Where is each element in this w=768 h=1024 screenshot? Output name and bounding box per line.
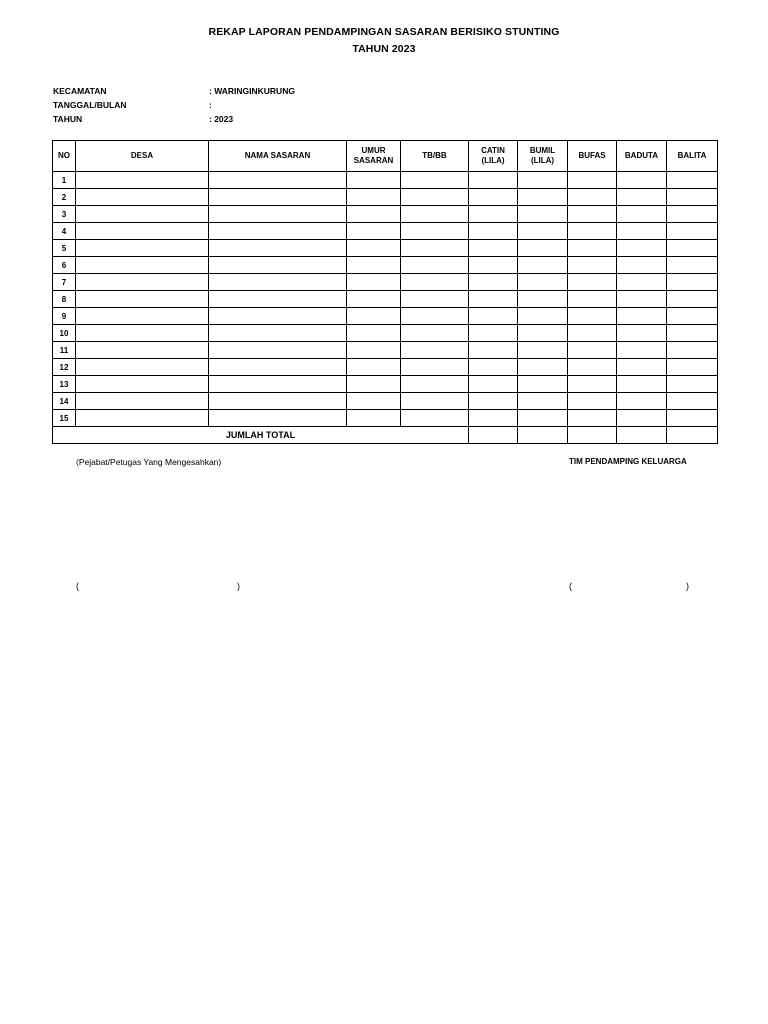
table-cell [76,223,209,240]
table-cell [617,172,667,189]
column-header [518,141,568,172]
column-header-text: CATIN [481,146,505,155]
table-cell [518,223,568,240]
row-number-cell: 10 [53,325,76,342]
table-cell [568,308,617,325]
table-cell [518,189,568,206]
table-cell [667,308,718,325]
table-cell [401,257,469,274]
table-cell [568,359,617,376]
column-header-text: SASARAN [353,156,394,165]
table-cell [617,308,667,325]
total-cell [518,427,568,444]
row-number-cell: 3 [53,206,76,223]
table-cell [347,308,401,325]
table-cell [401,376,469,393]
table-cell [401,223,469,240]
table-row [53,342,718,359]
meta-label: TANGGAL/BULAN [53,100,127,110]
table-cell [347,359,401,376]
table-cell [667,206,718,223]
meta-label: KECAMATAN [53,86,107,96]
table-cell [76,172,209,189]
table-cell [568,410,617,427]
table-cell [667,410,718,427]
table-cell [209,257,347,274]
row-number-cell: 4 [53,223,76,240]
table-cell [347,291,401,308]
total-cell [667,427,718,444]
table-cell [568,172,617,189]
column-header [617,141,667,172]
meta-value: : [209,100,212,110]
column-header-text: BUMIL [529,146,556,155]
left-signature-open-paren: ( [76,581,79,591]
table-cell [347,274,401,291]
table-cell [76,359,209,376]
table-cell [469,206,518,223]
column-header-text: TB/BB [422,151,447,160]
table-cell [568,325,617,342]
table-row [53,291,718,308]
table-cell [209,189,347,206]
table-cell [76,410,209,427]
row-number-cell: 1 [53,172,76,189]
table-row [53,189,718,206]
table-cell [76,308,209,325]
table-cell [347,240,401,257]
table-cell [76,342,209,359]
table-cell [469,410,518,427]
right-signature-close-paren: ) [686,581,689,591]
column-header [568,141,617,172]
column-header-text: BADUTA [624,151,659,160]
table-cell [347,410,401,427]
table-cell [347,223,401,240]
table-cell [617,410,667,427]
table-row [53,206,718,223]
column-header [667,141,718,172]
table-cell [617,240,667,257]
row-number-cell: 11 [53,342,76,359]
column-header-text: NO [58,151,70,160]
table-header-row [53,141,718,172]
table-cell [469,189,518,206]
table-cell [518,410,568,427]
table-cell [667,189,718,206]
table-cell [518,274,568,291]
table-row [53,410,718,427]
table-cell [518,342,568,359]
table-cell [568,393,617,410]
table-cell [209,274,347,291]
table-cell [617,257,667,274]
table-cell [518,393,568,410]
table-cell [401,206,469,223]
table-cell [568,342,617,359]
table-cell [209,393,347,410]
table-cell [401,274,469,291]
table-cell [401,410,469,427]
table-cell [401,172,469,189]
table-cell [401,308,469,325]
column-header-text: DESA [130,151,154,160]
table-cell [209,359,347,376]
document-title: REKAP LAPORAN PENDAMPINGAN SASARAN BERISIKO STUNTING [208,26,560,38]
table-cell [209,172,347,189]
table-cell [667,223,718,240]
column-header [401,141,469,172]
table-cell [347,393,401,410]
table-cell [518,291,568,308]
table-cell [568,206,617,223]
table-cell [617,325,667,342]
table-cell [568,223,617,240]
table-row [53,257,718,274]
table-cell [347,189,401,206]
table-row [53,359,718,376]
table-cell [469,172,518,189]
table-cell [617,189,667,206]
table-cell [568,257,617,274]
table-row [53,274,718,291]
table-cell [401,189,469,206]
table-cell [568,189,617,206]
table-cell [667,257,718,274]
table-cell [667,274,718,291]
table-body [53,172,718,444]
meta-label: TAHUN [53,114,83,124]
table-cell [209,376,347,393]
table-cell [617,206,667,223]
table-cell [76,376,209,393]
table-cell [518,172,568,189]
table-row [53,223,718,240]
table-cell [76,274,209,291]
total-label: JUMLAH TOTAL [53,427,469,444]
table-cell [518,308,568,325]
row-number-cell: 2 [53,189,76,206]
table-row [53,325,718,342]
column-header-text: BALITA [677,151,707,160]
table-cell [347,206,401,223]
table-cell [667,376,718,393]
table-cell [209,325,347,342]
rekap-table [52,140,718,444]
column-header [469,141,518,172]
table-cell [76,393,209,410]
column-header-text: BUFAS [578,151,606,160]
table-cell [401,240,469,257]
table-cell [617,342,667,359]
row-number-cell: 8 [53,291,76,308]
table-cell [469,376,518,393]
table-cell [469,393,518,410]
table-cell [667,393,718,410]
table-cell [76,325,209,342]
table-cell [469,223,518,240]
table-cell [469,308,518,325]
table-cell [518,376,568,393]
table-cell [209,240,347,257]
column-header [53,141,76,172]
document-subtitle: TAHUN 2023 [352,43,416,55]
table-row [53,376,718,393]
table-cell [401,291,469,308]
row-number-cell: 13 [53,376,76,393]
table-cell [469,257,518,274]
table-cell [568,376,617,393]
table-row [53,393,718,410]
team-caption: TIM PENDAMPING KELUARGA [569,457,687,466]
table-cell [347,325,401,342]
meta-value: : WARINGINKURUNG [209,86,295,96]
table-cell [76,257,209,274]
table-row [53,308,718,325]
row-number-cell: 7 [53,274,76,291]
table-cell [76,291,209,308]
total-cell [617,427,667,444]
column-header-text: (LILA) [530,156,555,165]
table-cell [469,325,518,342]
column-header [76,141,209,172]
table-cell [518,325,568,342]
table-cell [518,206,568,223]
approver-caption: (Pejabat/Petugas Yang Mengesahkan) [76,457,222,467]
table-cell [518,240,568,257]
table-cell [617,393,667,410]
row-number-cell: 9 [53,308,76,325]
table-cell [469,274,518,291]
total-cell [568,427,617,444]
table-cell [667,291,718,308]
table-cell [347,257,401,274]
column-header [347,141,401,172]
left-signature-close-paren: ) [237,581,240,591]
table-cell [209,342,347,359]
total-cell [469,427,518,444]
table-cell [76,240,209,257]
table-cell [347,376,401,393]
table-cell [518,257,568,274]
table-cell [209,291,347,308]
column-header [209,141,347,172]
table-cell [401,359,469,376]
table-cell [568,291,617,308]
table-cell [617,223,667,240]
meta-value: : 2023 [209,114,234,124]
table-row [53,172,718,189]
table-cell [617,274,667,291]
table-cell [568,240,617,257]
column-header-text: (LILA) [481,156,505,165]
row-number-cell: 15 [53,410,76,427]
table-cell [568,274,617,291]
table-cell [209,223,347,240]
table-cell [617,359,667,376]
table-cell [469,240,518,257]
row-number-cell: 5 [53,240,76,257]
column-header-text: UMUR [361,146,386,155]
row-number-cell: 14 [53,393,76,410]
table-cell [209,308,347,325]
table-cell [667,342,718,359]
table-cell [667,325,718,342]
table-cell [209,206,347,223]
table-cell [347,172,401,189]
total-row [53,427,718,444]
table-cell [617,376,667,393]
table-cell [469,359,518,376]
table-cell [209,410,347,427]
table-cell [469,291,518,308]
table-cell [667,359,718,376]
table-row [53,240,718,257]
row-number-cell: 6 [53,257,76,274]
table-cell [667,240,718,257]
table-cell [401,393,469,410]
table-cell [347,342,401,359]
table-cell [401,342,469,359]
table-cell [469,342,518,359]
table-cell [667,172,718,189]
right-signature-open-paren: ( [569,581,572,591]
table-cell [76,206,209,223]
column-header-text: NAMA SASARAN [244,151,311,160]
table-cell [617,291,667,308]
row-number-cell: 12 [53,359,76,376]
table-cell [76,189,209,206]
table-cell [401,325,469,342]
table-cell [518,359,568,376]
